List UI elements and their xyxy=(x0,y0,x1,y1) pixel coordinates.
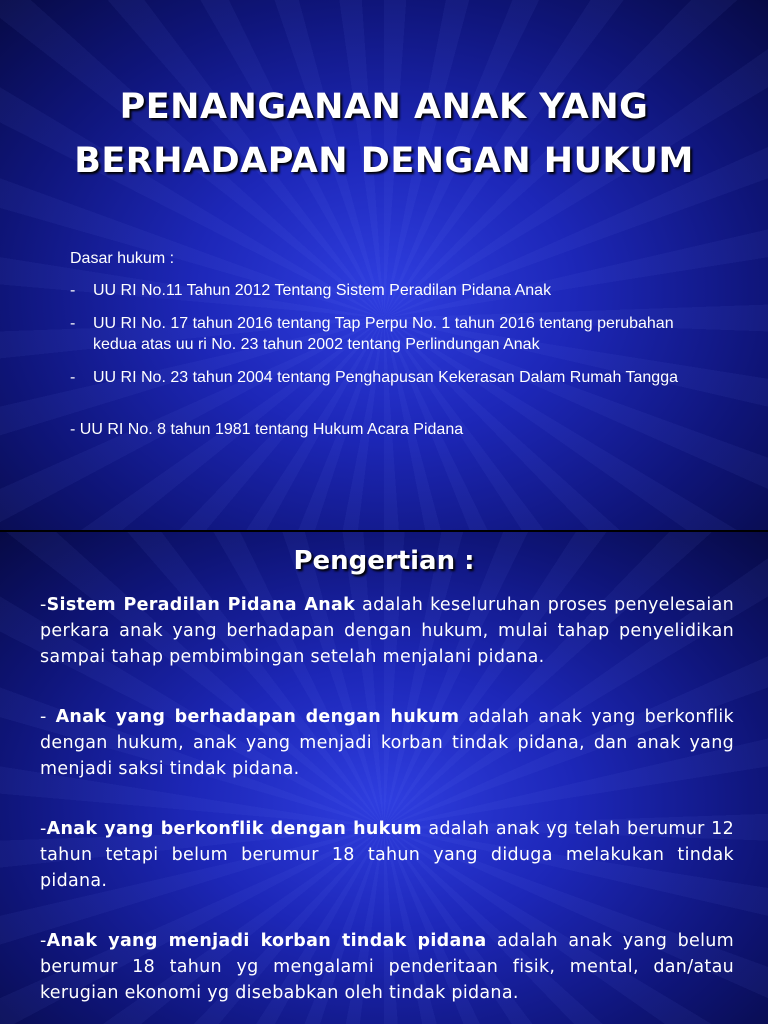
slide-title: PENANGANAN ANAK YANG BERHADAPAN DENGAN HUKUM xyxy=(74,87,694,181)
definitions-list xyxy=(40,592,734,1024)
definition-term: Anak yang berhadapan dengan hukum xyxy=(55,707,460,727)
legal-basis-item xyxy=(70,367,710,388)
legal-basis-list xyxy=(70,280,710,400)
legal-basis-text: UU RI No. 23 tahun 2004 tentang Penghapusan Kekerasan Dalam Rumah Tangga xyxy=(93,369,678,386)
legal-basis-label: Dasar hukum : xyxy=(70,250,175,267)
section-title: Pengertian : xyxy=(293,546,475,576)
definition-prefix: - xyxy=(40,707,56,727)
definition-item xyxy=(40,928,734,1006)
bullet-dash: - xyxy=(70,369,76,386)
definition-term: Anak yang menjadi korban tindak pidana xyxy=(46,931,487,951)
definition-text: adalah anak yang belum berumur 18 tahun yg mengalami penderitaan fisik, mental, dan/atau kerugian ekonomi yg disebabkan oleh tindak pidana. xyxy=(40,931,734,1003)
definition-prefix: - xyxy=(40,595,47,615)
definition-item xyxy=(40,592,734,670)
legal-basis-last-item: - UU RI No. 8 tahun 1981 tentang Hukum Acara Pidana xyxy=(70,421,464,438)
definition-prefix: - xyxy=(40,819,47,839)
definition-text: adalah anak yang berkonflik dengan hukum, anak yang menjadi korban tindak pidana, dan anak yang menjadi saksi tindak pidana. xyxy=(40,707,734,779)
legal-basis-text: UU RI No.11 Tahun 2012 Tentang Sistem Peradilan Pidana Anak xyxy=(93,282,552,299)
definition-item xyxy=(40,704,734,782)
legal-basis-text: UU RI No. 17 tahun 2016 tentang Tap Perpu No. 1 tahun 2016 tentang perubahan kedua atas uu ri No. 23 tahun 2002 tentang Perlindungan Anak xyxy=(93,315,674,353)
definition-term: Sistem Peradilan Pidana Anak xyxy=(46,595,356,615)
definition-term: Anak yang berkonflik dengan hukum xyxy=(46,819,422,839)
legal-basis-item xyxy=(70,313,710,355)
definition-prefix: - xyxy=(40,931,47,951)
legal-basis-item xyxy=(70,280,710,301)
definition-item xyxy=(40,816,734,894)
slide-2 xyxy=(0,532,768,1024)
bullet-dash: - xyxy=(70,282,76,299)
definition-text: adalah keseluruhan proses penyelesaian perkara anak yang berhadapan dengan hukum, mulai tahap penyelidikan sampai tahap pembimbingan setelah menjalani pidana. xyxy=(40,595,734,667)
definition-text: adalah anak yg telah berumur 12 tahun tetapi belum berumur 18 tahun yang diduga melakukan tindak pidana. xyxy=(40,819,734,891)
bullet-dash: - xyxy=(70,315,76,332)
